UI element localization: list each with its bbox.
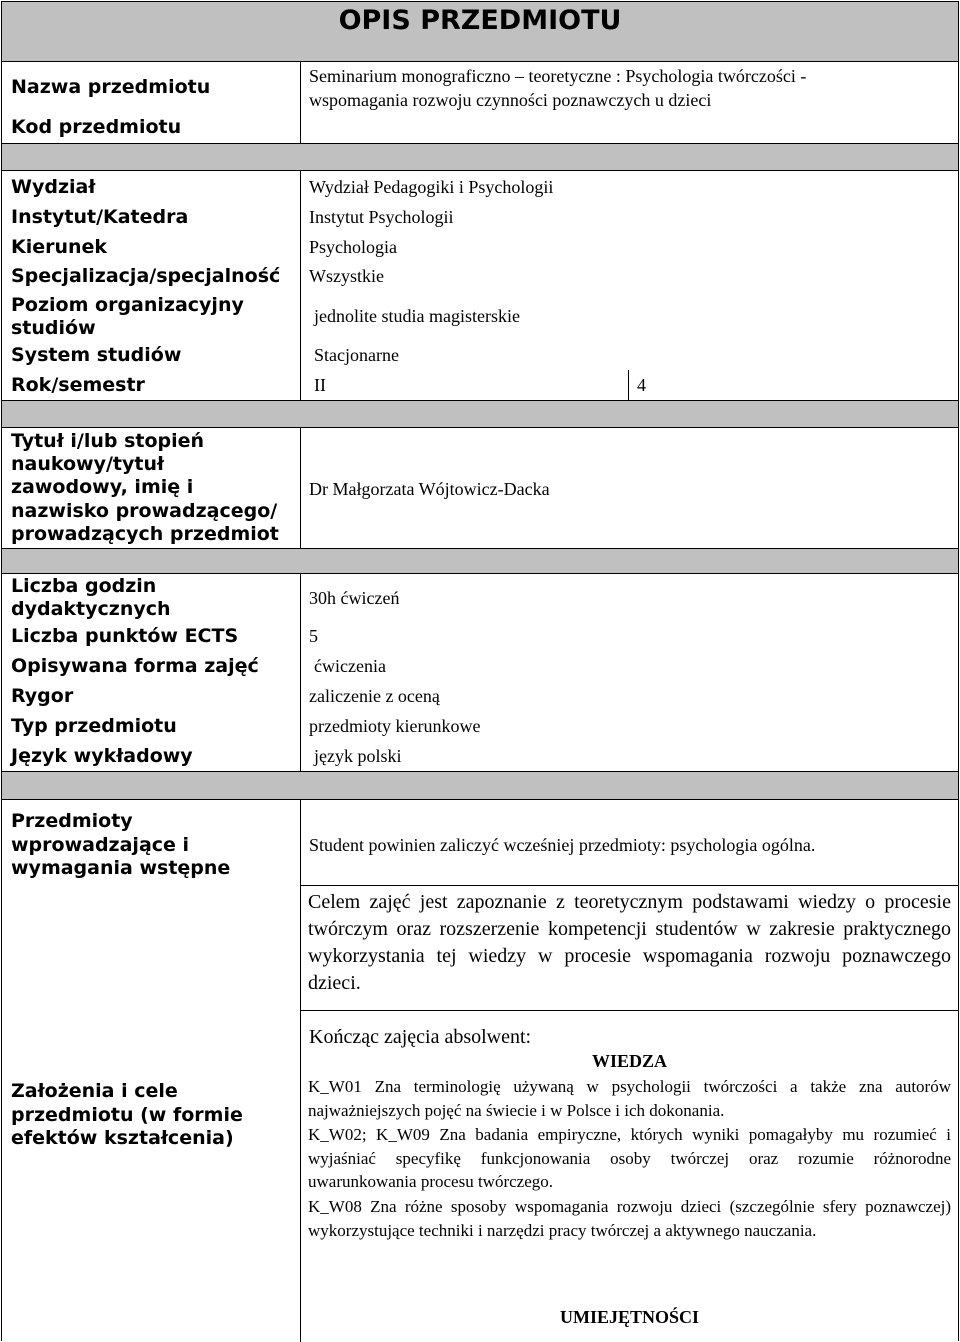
specialization-label: Specjalizacja/specjalność xyxy=(11,265,281,287)
separator-band xyxy=(2,143,958,170)
learning-outcomes-label: przedmiotu (w formie xyxy=(11,1104,243,1126)
learning-outcomes-label: Założenia i cele xyxy=(11,1080,178,1102)
study-system-value: Stacjonarne xyxy=(314,345,399,365)
course-name-value: wspomagania rozwoju czynności poznawczych u dzieci xyxy=(309,90,712,110)
page-title: OPIS PRZEDMIOTU xyxy=(338,5,622,36)
hours-label: Liczba godzin xyxy=(11,575,157,597)
specialization-value: Wszystkie xyxy=(309,266,384,286)
field-of-study-label: Kierunek xyxy=(11,236,108,258)
learning-outcome-item: K_W01 Zna terminologię używaną w psychologii twórczości a także zna autorów najważniejszych pojęć na świecie i w Polsce i ich dokonania. xyxy=(308,1077,951,1120)
learning-outcome-item: K_W08 Zna różne sposoby wspomagania rozwoju dzieci (szczególnie sfery poznawczej) wykorzystujące techniki i narzędzi pracy twórczej a aktywnego nauczania. xyxy=(308,1197,951,1240)
course-type-value: przedmioty kierunkowe xyxy=(309,716,481,736)
institute-value: Instytut Psychologii xyxy=(309,207,454,227)
skills-heading: UMIEJĘTNOŚCI xyxy=(559,1307,700,1327)
assessment-value: zaliczenie z oceną xyxy=(309,686,440,706)
study-level-value: jednolite studia magisterskie xyxy=(314,306,520,326)
field-of-study-value: Psychologia xyxy=(309,237,397,257)
learning-outcome-item: K_W02; K_W09 Zna badania empiryczne, których wyniki pomagałyby mu rozumieć i wyjaśniać specyfikę funkcjonowania osoby twórczej oraz rozumie różnorodne uwarunkowania procesu twórczego. xyxy=(308,1125,951,1191)
course-goal-text: Celem zajęć jest zapoznanie z teoretycznym podstawami wiedzy o procesie twórczym oraz rozszerzenie kompetencji studentów w zakresie praktycznego wykorzystania tej wiedzy w procesie wspomagania rozwoju poznawczego dzieci. xyxy=(308,891,951,994)
lecturer-label: Tytuł i/lub stopień xyxy=(11,430,205,452)
study-system-label: System studiów xyxy=(11,344,182,366)
prerequisites-label: wymagania wstępne xyxy=(11,857,231,879)
hours-label: dydaktycznych xyxy=(11,598,171,620)
year-semester-label: Rok/semestr xyxy=(11,374,145,396)
faculty-label: Wydział xyxy=(11,176,96,198)
course-name-label: Nazwa przedmiotu xyxy=(11,76,211,98)
lecturer-label: prowadzących przedmiot xyxy=(11,523,279,545)
lecturer-value: Dr Małgorzata Wójtowicz-Dacka xyxy=(309,479,550,499)
hours-value: 30h ćwiczeń xyxy=(309,588,400,608)
course-name-value: Seminarium monograficzno – teoretyczne : Psychologia twórczości - xyxy=(309,66,807,86)
ects-label: Liczba punktów ECTS xyxy=(11,625,239,647)
ects-value: 5 xyxy=(309,626,318,646)
prerequisites-value: Student powinien zaliczyć wcześniej przedmioty: psychologia ogólna. xyxy=(309,835,816,855)
study-level-label: Poziom organizacyjny xyxy=(11,294,244,316)
class-form-value: ćwiczenia xyxy=(314,656,386,676)
language-value: język polski xyxy=(314,746,402,766)
study-level-label: studiów xyxy=(11,317,96,339)
knowledge-heading: WIEDZA xyxy=(591,1051,667,1071)
assessment-label: Rygor xyxy=(11,685,74,707)
lecturer-label: naukowy/tytuł xyxy=(11,453,165,475)
outcomes-intro: Kończąc zajęcia absolwent: xyxy=(309,1026,532,1048)
separator-band xyxy=(2,548,958,573)
class-form-label: Opisywana forma zajęć xyxy=(11,655,259,677)
lecturer-label: zawodowy, imię i xyxy=(11,476,194,498)
course-code-label: Kod przedmiotu xyxy=(11,116,182,138)
language-label: Język wykładowy xyxy=(11,745,193,767)
separator-band xyxy=(2,400,958,427)
prerequisites-label: Przedmioty xyxy=(11,810,133,832)
semester-value: 4 xyxy=(637,375,646,395)
institute-label: Instytut/Katedra xyxy=(11,206,189,228)
course-type-label: Typ przedmiotu xyxy=(11,715,177,737)
faculty-value: Wydział Pedagogiki i Psychologii xyxy=(309,177,554,197)
separator-band xyxy=(2,771,958,799)
prerequisites-label: wprowadzające i xyxy=(11,834,190,856)
learning-outcomes-label: efektów kształcenia) xyxy=(11,1127,234,1149)
year-value: II xyxy=(314,375,326,395)
lecturer-label: nazwisko prowadzącego/ xyxy=(11,500,278,522)
